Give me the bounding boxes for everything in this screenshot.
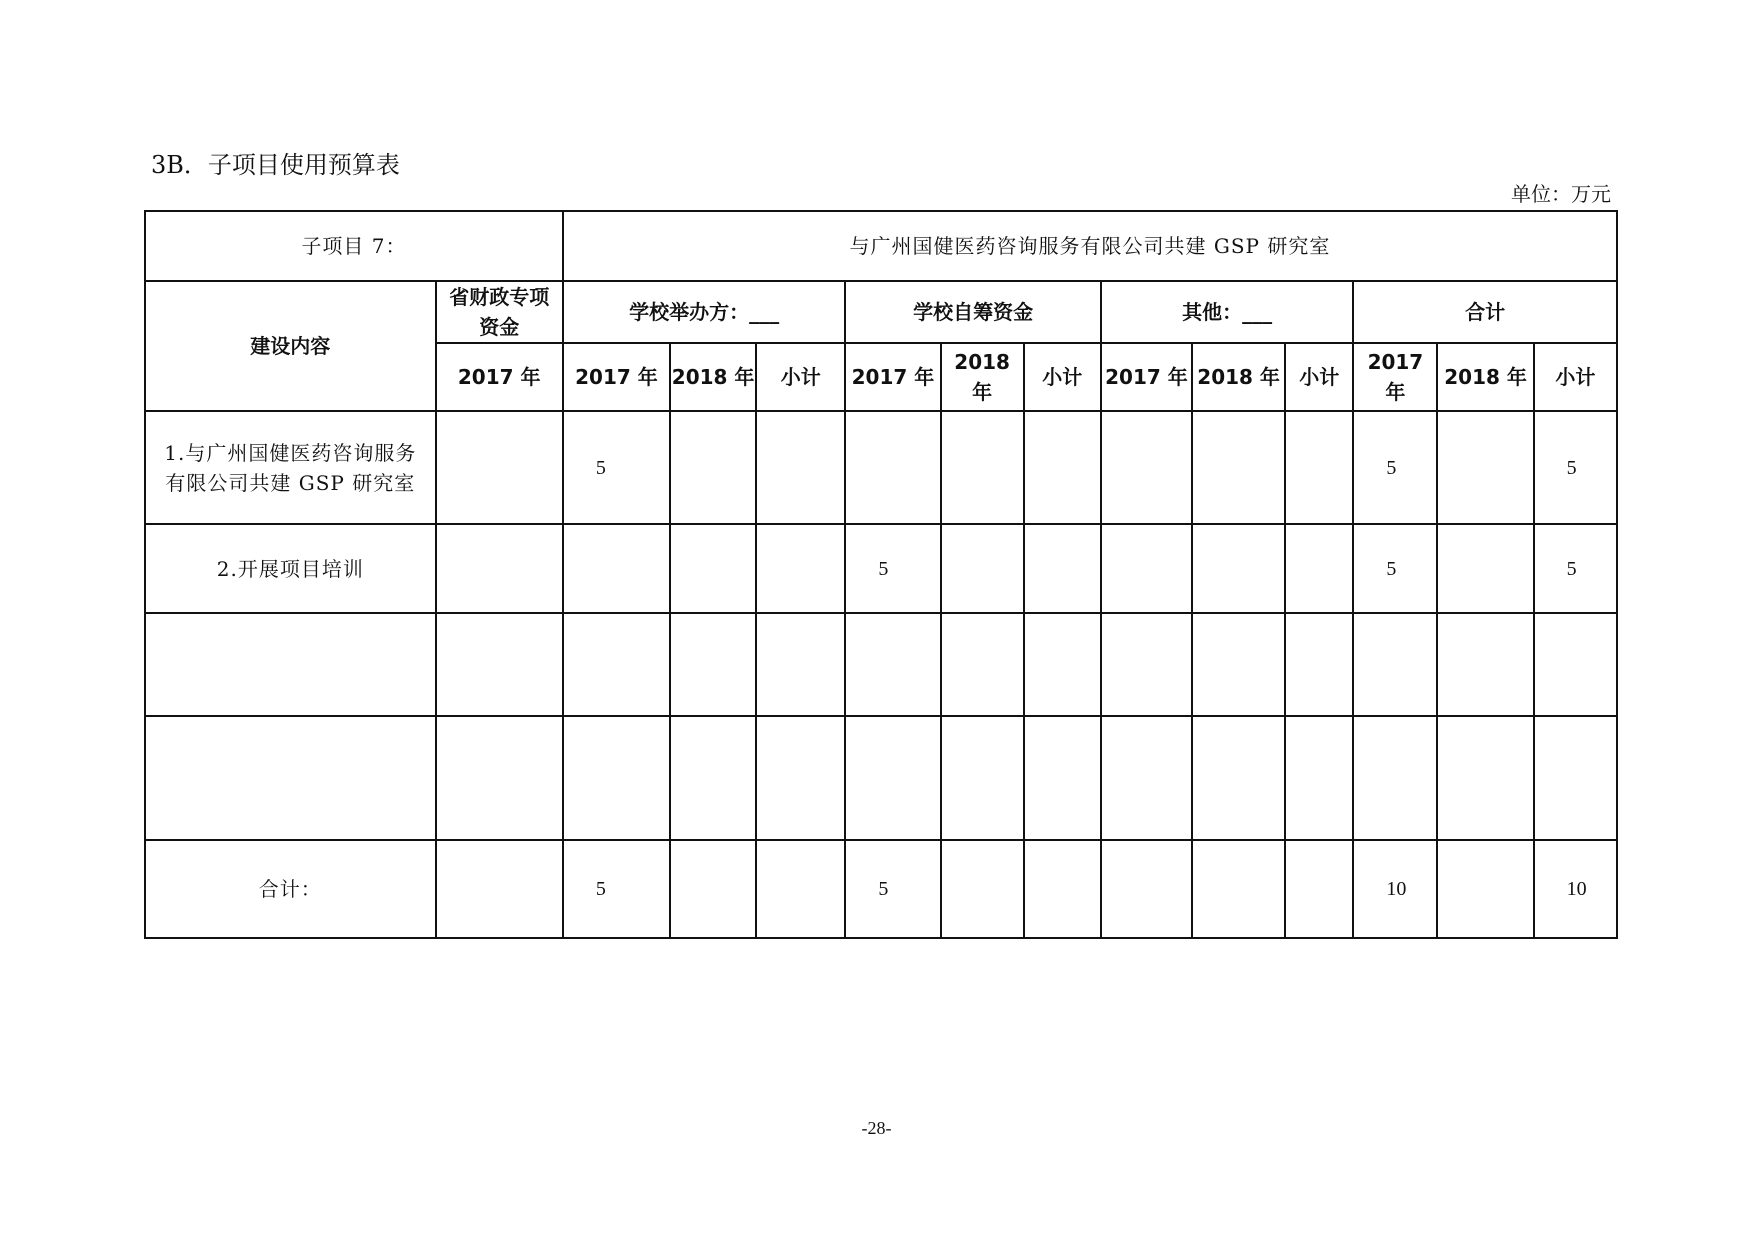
cell-total-2017: 5 — [1353, 524, 1437, 613]
header-other-2017: 2017 年 — [1101, 343, 1192, 411]
header-other-subtotal: 小计 — [1285, 343, 1353, 411]
header-provincial: 省财政专项资金 — [436, 281, 563, 343]
budget-table — [144, 210, 1618, 939]
cell-sponsor-2018 — [670, 613, 756, 716]
cell-total-subtotal: 5 — [1534, 524, 1617, 613]
cell-sponsor-subtotal — [756, 716, 845, 840]
header-total: 合计 — [1353, 281, 1617, 343]
cell-total-2018 — [1437, 524, 1533, 613]
cell-total-2017: 5 — [1353, 411, 1437, 524]
cell-total-2017 — [1353, 613, 1437, 716]
header-total-2017: 2017 年 — [1353, 343, 1437, 411]
row-content — [145, 716, 436, 840]
header-self-2018: 2018 年 — [941, 343, 1024, 411]
cell-other-2017 — [1101, 524, 1192, 613]
cell-sponsor-subtotal — [756, 411, 845, 524]
project-label: 子项目 7： — [145, 211, 563, 281]
cell-other-subtotal — [1285, 613, 1353, 716]
cell-sponsor-2018 — [670, 716, 756, 840]
cell-other-2017 — [1101, 613, 1192, 716]
document-title: 3B．子项目使用预算表 — [151, 151, 400, 179]
total-self-2017: 5 — [845, 840, 940, 938]
header-school-self: 学校自筹资金 — [845, 281, 1100, 343]
cell-other-2017 — [1101, 716, 1192, 840]
header-row-1 — [145, 281, 1617, 343]
cell-self-subtotal — [1024, 613, 1101, 716]
header-sponsor-2018: 2018 年 — [670, 343, 756, 411]
cell-self-2018 — [941, 524, 1024, 613]
header-sponsor-2017: 2017 年 — [563, 343, 670, 411]
cell-other-2018 — [1192, 613, 1285, 716]
total-self-2018 — [941, 840, 1024, 938]
total-row — [145, 840, 1617, 938]
cell-self-subtotal — [1024, 524, 1101, 613]
table-row — [145, 524, 1617, 613]
cell-sponsor-2017 — [563, 716, 670, 840]
cell-other-subtotal — [1285, 411, 1353, 524]
cell-self-2018 — [941, 411, 1024, 524]
cell-provincial-2017 — [436, 716, 563, 840]
total-total-2017: 10 — [1353, 840, 1437, 938]
table-row — [145, 716, 1617, 840]
total-total-subtotal: 10 — [1534, 840, 1617, 938]
cell-total-subtotal — [1534, 716, 1617, 840]
row-content — [145, 613, 436, 716]
header-self-subtotal: 小计 — [1024, 343, 1101, 411]
table-row — [145, 613, 1617, 716]
unit-label: 单位：万元 — [1511, 182, 1611, 206]
cell-total-2018 — [1437, 411, 1533, 524]
cell-sponsor-2018 — [670, 524, 756, 613]
cell-sponsor-2017: 5 — [563, 411, 670, 524]
cell-total-subtotal: 5 — [1534, 411, 1617, 524]
header-provincial-2017: 2017 年 — [436, 343, 563, 411]
cell-sponsor-2017 — [563, 613, 670, 716]
header-other: 其他：___ — [1101, 281, 1353, 343]
cell-provincial-2017 — [436, 613, 563, 716]
cell-self-subtotal — [1024, 716, 1101, 840]
cell-other-2018 — [1192, 411, 1285, 524]
header-school-sponsor: 学校举办方：___ — [563, 281, 846, 343]
project-name: 与广州国健医药咨询服务有限公司共建 GSP 研究室 — [563, 211, 1617, 281]
cell-self-subtotal — [1024, 411, 1101, 524]
row-content: 1.与广州国健医药咨询服务有限公司共建 GSP 研究室 — [145, 411, 436, 524]
cell-self-2017 — [845, 716, 940, 840]
cell-total-2018 — [1437, 613, 1533, 716]
cell-total-2017 — [1353, 716, 1437, 840]
cell-total-subtotal — [1534, 613, 1617, 716]
header-other-2018: 2018 年 — [1192, 343, 1285, 411]
cell-self-2017 — [845, 411, 940, 524]
cell-other-subtotal — [1285, 716, 1353, 840]
row-content: 2.开展项目培训 — [145, 524, 436, 613]
total-sponsor-subtotal — [756, 840, 845, 938]
total-label: 合计： — [145, 840, 436, 938]
cell-total-2018 — [1437, 716, 1533, 840]
cell-other-2017 — [1101, 411, 1192, 524]
header-content: 建设内容 — [145, 281, 436, 411]
cell-other-2018 — [1192, 716, 1285, 840]
total-sponsor-2017: 5 — [563, 840, 670, 938]
header-self-2017: 2017 年 — [845, 343, 940, 411]
project-row — [145, 211, 1617, 281]
cell-sponsor-subtotal — [756, 613, 845, 716]
total-other-2018 — [1192, 840, 1285, 938]
total-other-2017 — [1101, 840, 1192, 938]
total-total-2018 — [1437, 840, 1533, 938]
cell-other-2018 — [1192, 524, 1285, 613]
cell-self-2018 — [941, 613, 1024, 716]
header-total-2018: 2018 年 — [1437, 343, 1533, 411]
header-total-subtotal: 小计 — [1534, 343, 1617, 411]
page-number: -28- — [861, 1118, 892, 1138]
total-other-subtotal — [1285, 840, 1353, 938]
cell-sponsor-2018 — [670, 411, 756, 524]
cell-sponsor-subtotal — [756, 524, 845, 613]
cell-self-2017: 5 — [845, 524, 940, 613]
cell-sponsor-2017 — [563, 524, 670, 613]
header-sponsor-subtotal: 小计 — [756, 343, 845, 411]
total-sponsor-2018 — [670, 840, 756, 938]
cell-provincial-2017 — [436, 411, 563, 524]
cell-other-subtotal — [1285, 524, 1353, 613]
table-row — [145, 411, 1617, 524]
cell-provincial-2017 — [436, 524, 563, 613]
cell-self-2017 — [845, 613, 940, 716]
total-self-subtotal — [1024, 840, 1101, 938]
total-provincial-2017 — [436, 840, 563, 938]
cell-self-2018 — [941, 716, 1024, 840]
